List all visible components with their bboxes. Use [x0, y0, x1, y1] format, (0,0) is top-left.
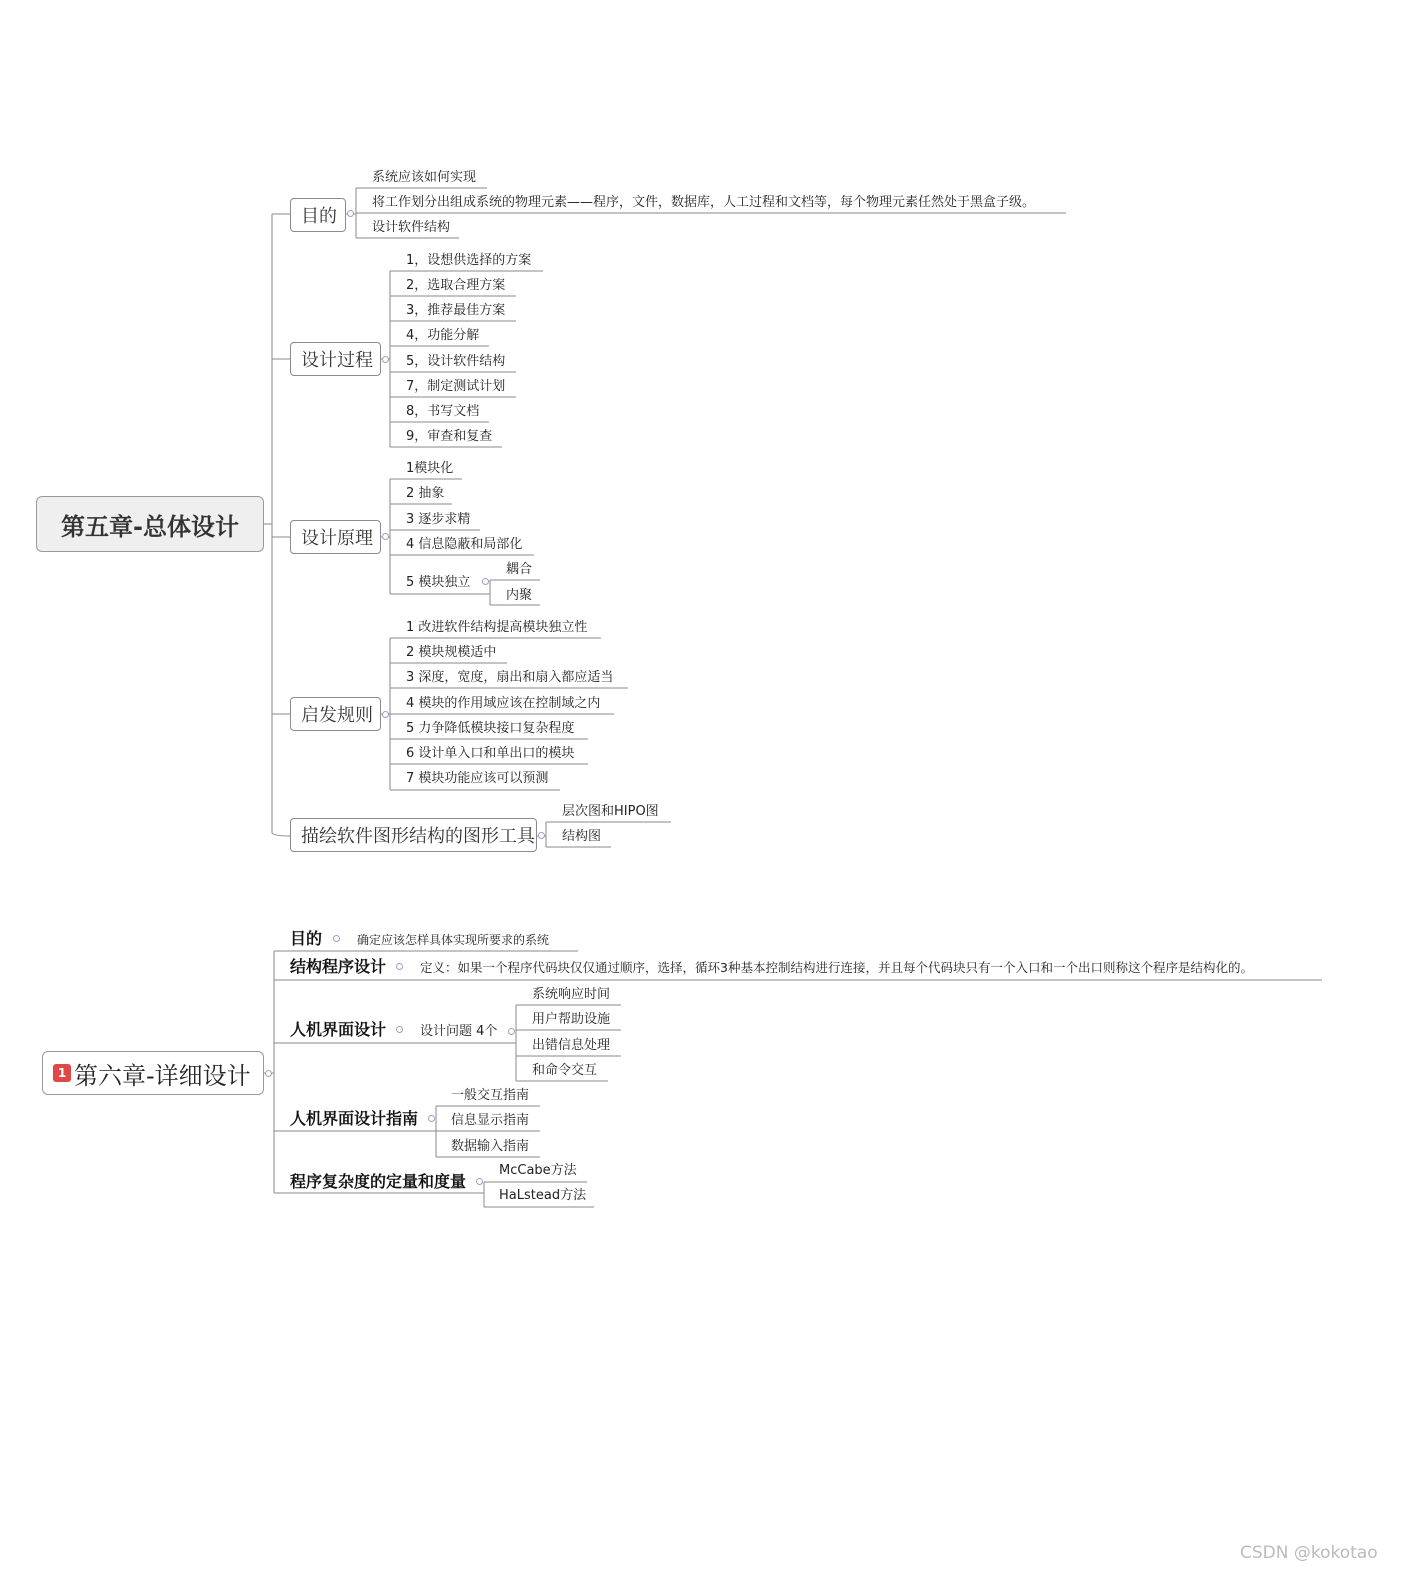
leaf-item: 耦合	[506, 562, 533, 577]
root-node-chapter6[interactable]	[42, 1051, 264, 1095]
leaf-item: 1，设想供选择的方案	[406, 253, 532, 268]
collapse-toggle-root2[interactable]	[265, 1070, 272, 1077]
root-node-chapter5[interactable]: 第五章-总体设计	[36, 496, 264, 552]
branch-m2-complexity[interactable]: 程序复杂度的定量和度量	[290, 1172, 467, 1191]
leaf-item: 结构图	[562, 829, 602, 844]
leaf-item: 4，功能分解	[406, 328, 480, 343]
collapse-toggle-m2-structured[interactable]	[396, 963, 403, 970]
priority-badge: 1	[53, 1064, 71, 1082]
leaf-item: 6 设计单入口和单出口的模块	[406, 746, 575, 761]
leaf-item: 5 模块独立	[406, 575, 471, 590]
collapse-toggle-tools[interactable]	[538, 832, 545, 839]
leaf-item: 7 模块功能应该可以预测	[406, 771, 549, 786]
leaf-item: 系统响应时间	[532, 987, 611, 1002]
branch-m2-ui-design[interactable]: 人机界面设计	[290, 1020, 387, 1039]
collapse-toggle-module-independence[interactable]	[482, 578, 489, 585]
branch-m2-purpose[interactable]: 目的	[290, 929, 323, 948]
branch-heuristic-rules[interactable]: 启发规则	[290, 697, 381, 731]
leaf-item: 7，制定测试计划	[406, 379, 506, 394]
leaf-item: 用户帮助设施	[532, 1012, 611, 1027]
leaf-item: 2 模块规模适中	[406, 645, 497, 660]
leaf-item: 4 模块的作用域应该在控制域之内	[406, 696, 601, 711]
leaf-item: 1模块化	[406, 461, 454, 476]
leaf-item: 和命令交互	[532, 1063, 598, 1078]
leaf-item: 一般交互指南	[451, 1088, 530, 1103]
leaf-item: 确定应该怎样具体实现所要求的系统	[357, 933, 550, 947]
leaf-item: 5，设计软件结构	[406, 354, 506, 369]
leaf-item: 4 信息隐蔽和局部化	[406, 537, 523, 552]
collapse-toggle-m2-complexity[interactable]	[476, 1178, 483, 1185]
leaf-item: 设计软件结构	[372, 220, 451, 235]
collapse-toggle-m2-ui[interactable]	[396, 1026, 403, 1033]
leaf-item: 3 逐步求精	[406, 512, 471, 527]
branch-m2-structured-programming[interactable]: 结构程序设计	[290, 957, 387, 976]
collapse-toggle-principle[interactable]	[382, 533, 389, 540]
leaf-item: 8，书写文档	[406, 404, 480, 419]
leaf-item: HaLstead方法	[499, 1188, 587, 1203]
leaf-item: 出错信息处理	[532, 1038, 611, 1053]
leaf-item: 系统应该如何实现	[372, 170, 477, 185]
collapse-toggle-m2-ui-issues[interactable]	[508, 1028, 515, 1035]
ui-issues-node[interactable]: 设计问题 4个	[420, 1024, 498, 1039]
collapse-toggle-m2-guide[interactable]	[428, 1115, 435, 1122]
leaf-item: 3 深度，宽度，扇出和扇入都应适当	[406, 670, 614, 685]
leaf-item: 定义：如果一个程序代码块仅仅通过顺序，选择，循环3种基本控制结构进行连接，并且每个代码块只有一个入口和一个出口则称这个程序是结构化的。	[420, 960, 1253, 975]
branch-m2-ui-guide[interactable]: 人机界面设计指南	[290, 1109, 419, 1128]
branch-design-principle[interactable]: 设计原理	[290, 520, 381, 554]
leaf-item: 2 抽象	[406, 486, 445, 501]
leaf-item: 数据输入指南	[451, 1139, 530, 1154]
collapse-toggle-process[interactable]	[382, 356, 389, 363]
branch-mudi[interactable]: 目的	[290, 198, 346, 232]
leaf-item: 9，审查和复查	[406, 429, 493, 444]
leaf-item: 5 力争降低模块接口复杂程度	[406, 721, 575, 736]
leaf-item: 内聚	[506, 588, 533, 603]
branch-design-process[interactable]: 设计过程	[290, 342, 381, 376]
leaf-item: 信息显示指南	[451, 1113, 530, 1128]
leaf-item: 层次图和HIPO图	[562, 804, 659, 819]
watermark: CSDN @kokotao	[1240, 1543, 1378, 1563]
branch-graphic-tools[interactable]: 描绘软件图形结构的图形工具	[290, 818, 537, 852]
collapse-toggle-rules[interactable]	[382, 711, 389, 718]
leaf-item: 1 改进软件结构提高模块独立性	[406, 620, 588, 635]
root-title: 第六章-详细设计	[74, 1061, 251, 1090]
collapse-toggle-mudi[interactable]	[347, 210, 354, 217]
leaf-item: 3，推荐最佳方案	[406, 303, 506, 318]
collapse-toggle-m2-purpose[interactable]	[333, 935, 340, 942]
leaf-item: McCabe方法	[499, 1163, 577, 1178]
leaf-item: 2，选取合理方案	[406, 278, 506, 293]
leaf-item: 将工作划分出组成系统的物理元素——程序，文件，数据库，人工过程和文档等，每个物理元素任然处于黑盒子级。	[372, 195, 1036, 210]
